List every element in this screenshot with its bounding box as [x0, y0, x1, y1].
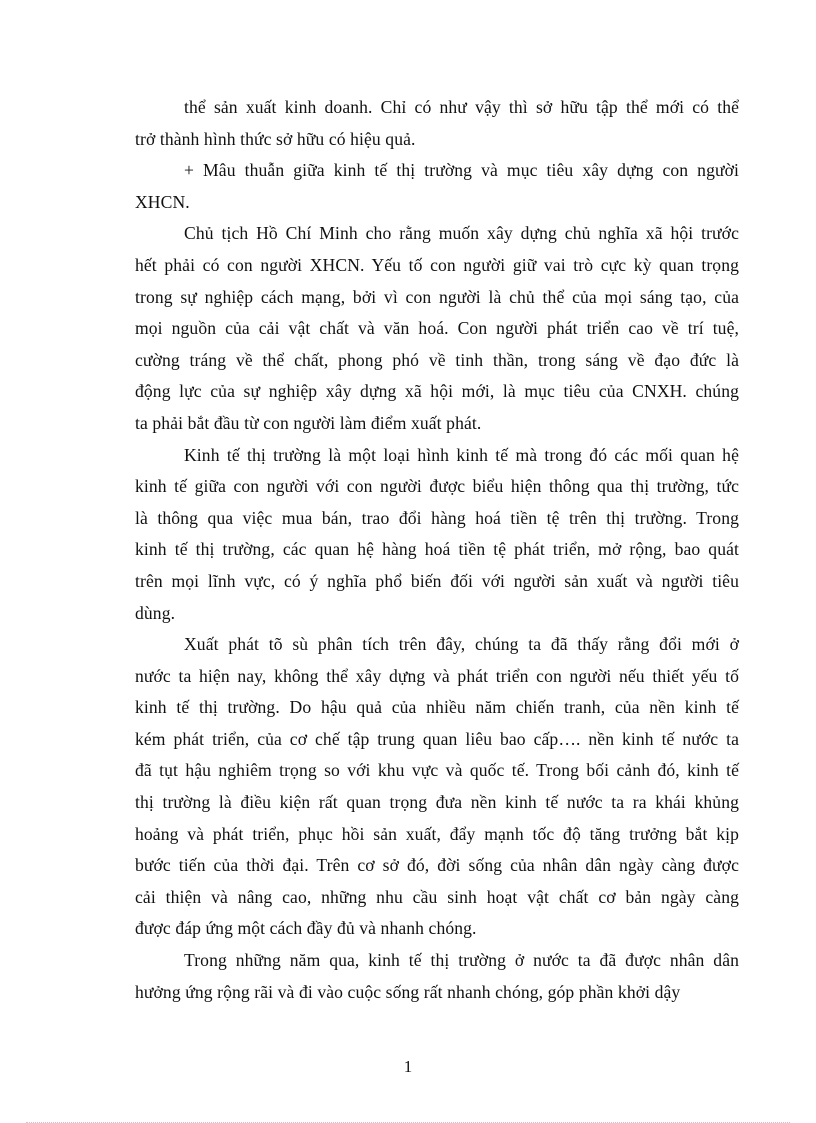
text-line: cải thiện và nâng cao, những nhu cầu sinh hoạt vật chất cơ bản ngày càng — [135, 886, 739, 907]
text-line: trở thành hình thức sở hữu có hiệu quả. — [135, 128, 416, 149]
text-line: động lực của sự nghiệp xây dựng xã hội mới, là mục tiêu của CNXH. chúng — [135, 381, 739, 402]
text-line: được đáp ứng một cách đầy đủ và nhanh chóng. — [135, 918, 477, 939]
text-line: hưởng ứng rộng rãi và đi vào cuộc sống rất nhanh chóng, góp phần khởi dậy — [135, 981, 681, 1002]
text-line: hết phải có con người XHCN. Yếu tố con người giữ vai trò cực kỳ quan trọng — [135, 254, 739, 275]
document-body — [135, 92, 739, 1008]
text-line: thị trường là điều kiện rất quan trọng đưa nền kinh tế nước ta ra khái khủng — [135, 792, 739, 813]
text-line: hoảng và phát triển, phục hồi sản xuất, đẩy mạnh tốc độ tăng trưởng bắt kịp — [135, 823, 739, 844]
text-line: đã tụt hậu nghiêm trọng so với khu vực và quốc tế. Trong bối cảnh đó, kinh tế — [135, 760, 739, 781]
page-number: 1 — [403, 1057, 413, 1076]
text-line: + Mâu thuẫn giữa kinh tế thị trường và mục tiêu xây dựng con người — [184, 160, 739, 181]
text-line: ta phải bắt đầu từ con người làm điểm xuất phát. — [135, 412, 482, 433]
text-line: bước tiến của thời đại. Trên cơ sở đó, đời sống của nhân dân ngày càng được — [135, 855, 739, 876]
text-line: trong sự nghiệp cách mạng, bởi vì con người là chủ thể của mọi sáng tạo, của — [135, 286, 739, 307]
text-line: Trong những năm qua, kinh tế thị trường ở nước ta đã được nhân dân — [184, 950, 739, 971]
text-line: cường tráng về thể chất, phong phó về tinh thần, trong sáng về đạo đức là — [135, 349, 739, 370]
text-line: mọi nguồn của cải vật chất và văn hoá. Con người phát triển cao về trí tuệ, — [135, 318, 739, 339]
text-line: trên mọi lĩnh vực, có ý nghĩa phổ biến đối với người sản xuất và người tiêu — [135, 570, 739, 591]
text-line: Kinh tế thị trường là một loại hình kinh tế mà trong đó các mối quan hệ — [184, 444, 739, 465]
text-line: Chủ tịch Hồ Chí Minh cho rằng muốn xây dựng chủ nghĩa xã hội trước — [184, 223, 739, 244]
text-line: kinh tế thị trường, các quan hệ hàng hoá tiền tệ phát triển, mở rộng, bao quát — [135, 539, 739, 560]
text-line: kinh tế thị trường. Do hậu quả của nhiều năm chiến tranh, của nền kinh tế — [135, 697, 739, 718]
text-line: kém phát triển, của cơ chế tập trung quan liêu bao cấp…. nền kinh tế nước ta — [135, 728, 739, 749]
text-line: nước ta hiện nay, không thể xây dựng và phát triển con người nếu thiết yếu tố — [135, 665, 739, 686]
text-line: XHCN. — [135, 191, 190, 212]
text-line: Xuất phát tõ sù phân tích trên đây, chúng ta đã thấy rằng đổi mới ở — [184, 634, 739, 655]
text-line: dùng. — [135, 602, 176, 623]
text-line: thể sản xuất kinh doanh. Chỉ có như vậy thì sở hữu tập thể mới có thể — [184, 97, 739, 117]
text-line: kinh tế giữa con người với con người được biểu hiện thông qua thị trường, tức — [135, 476, 739, 497]
text-line: là thông qua việc mua bán, trao đổi hàng hoá tiền tệ trên thị trường. Trong — [135, 507, 739, 528]
